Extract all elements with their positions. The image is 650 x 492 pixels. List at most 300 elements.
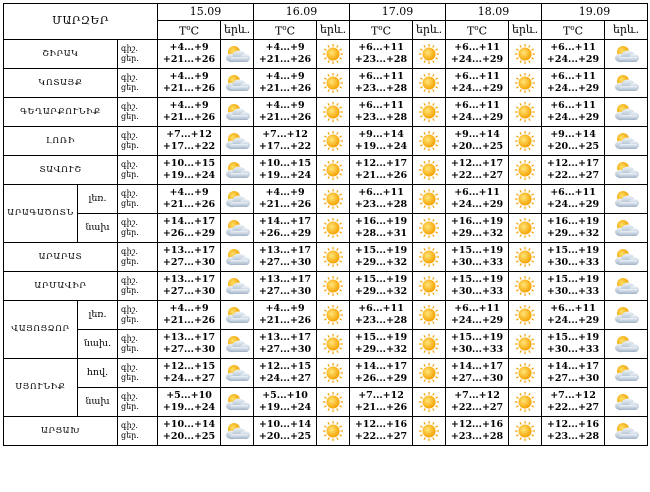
day-temperature: +24...+27 xyxy=(258,372,312,384)
sun-icon xyxy=(509,362,541,384)
weather-icon-cell xyxy=(317,300,350,329)
night-temperature: +15...+19 xyxy=(450,273,504,285)
night-label: գիշ. xyxy=(121,362,138,372)
temperature-cell xyxy=(158,213,221,242)
region-name: ԼՈՌԻ xyxy=(4,126,118,155)
temperature-cell xyxy=(542,97,605,126)
night-temperature: +12...+15 xyxy=(258,360,312,372)
day-temperature: +27...+30 xyxy=(546,372,600,384)
night-temperature: +12...+16 xyxy=(354,418,408,430)
night-temperature: +9...+14 xyxy=(550,128,596,140)
sun-cloud-icon xyxy=(605,102,647,122)
sun-icon xyxy=(509,420,541,442)
date-header: 16.09 xyxy=(254,4,350,21)
night-temperature: +15...+19 xyxy=(450,331,504,343)
night-temperature: +13...+17 xyxy=(258,244,312,256)
night-temperature: +6...+11 xyxy=(358,70,404,82)
temperature-cell xyxy=(446,213,509,242)
sun-icon xyxy=(413,130,445,152)
weather-icon-cell xyxy=(605,39,648,68)
temperature-cell xyxy=(254,416,317,445)
day-temperature: +23...+28 xyxy=(354,53,408,65)
weather-icon-cell xyxy=(605,416,648,445)
night-temperature: +4...+9 xyxy=(169,70,209,82)
night-temperature: +10...+15 xyxy=(162,157,216,169)
sun-icon xyxy=(413,420,445,442)
night-label: գիշ. xyxy=(121,217,138,227)
night-temperature: +7...+12 xyxy=(454,389,500,401)
day-label: ցեր. xyxy=(121,401,139,411)
day-temperature: +21...+26 xyxy=(258,53,312,65)
sun-cloud-icon xyxy=(221,334,253,354)
day-temperature: +28...+31 xyxy=(354,227,408,239)
weather-icon-cell xyxy=(317,387,350,416)
forecast-table xyxy=(3,3,648,446)
weather-icon-cell xyxy=(221,39,254,68)
day-temperature: +19...+24 xyxy=(162,401,216,413)
night-temperature: +7...+12 xyxy=(550,389,596,401)
night-temperature: +13...+17 xyxy=(162,273,216,285)
temperature-cell xyxy=(542,126,605,155)
region-name: ԱՐԱՐԱՏ xyxy=(4,242,118,271)
weather-icon-cell xyxy=(605,97,648,126)
sun-icon xyxy=(509,275,541,297)
day-label: ցեր. xyxy=(121,314,139,324)
weather-icon-cell xyxy=(509,155,542,184)
day-temperature: +30...+33 xyxy=(546,256,600,268)
night-temperature: +10...+15 xyxy=(258,157,312,169)
weather-icon-cell xyxy=(221,242,254,271)
night-temperature: +12...+17 xyxy=(354,157,408,169)
temperature-cell xyxy=(542,184,605,213)
sun-icon xyxy=(413,159,445,181)
subregion-label: նախ xyxy=(78,387,118,416)
temperature-cell xyxy=(446,184,509,213)
weather-icon-cell xyxy=(605,387,648,416)
weather-icon-cell xyxy=(413,97,446,126)
night-temperature: +12...+17 xyxy=(450,157,504,169)
table-row xyxy=(4,213,648,242)
table-row xyxy=(4,387,648,416)
sun-cloud-icon xyxy=(605,131,647,151)
weather-icon-cell xyxy=(605,329,648,358)
night-temperature: +6...+11 xyxy=(454,70,500,82)
temperature-cell xyxy=(158,242,221,271)
day-temperature: +26...+29 xyxy=(354,372,408,384)
night-temperature: +16...+19 xyxy=(450,215,504,227)
sun-cloud-icon xyxy=(605,392,647,412)
night-temperature: +4...+9 xyxy=(265,70,305,82)
day-label: ցեր. xyxy=(121,430,139,440)
weather-icon-cell xyxy=(413,242,446,271)
temperature-cell xyxy=(254,97,317,126)
temperature-cell xyxy=(542,271,605,300)
sun-icon xyxy=(317,304,349,326)
time-of-day-labels xyxy=(118,387,158,416)
night-temperature: +15...+19 xyxy=(354,273,408,285)
time-of-day-labels xyxy=(118,300,158,329)
day-temperature: +21...+26 xyxy=(258,198,312,210)
day-temperature: +24...+29 xyxy=(450,53,504,65)
sun-icon xyxy=(509,43,541,65)
sun-icon xyxy=(317,72,349,94)
sun-cloud-icon xyxy=(221,73,253,93)
day-temperature: +24...+29 xyxy=(546,53,600,65)
weather-icon-cell xyxy=(605,155,648,184)
day-temperature: +24...+29 xyxy=(546,82,600,94)
sun-icon xyxy=(509,72,541,94)
subregion-label: նախ. xyxy=(78,329,118,358)
table-row xyxy=(4,39,648,68)
weather-icon-cell xyxy=(605,68,648,97)
night-label: գիշ. xyxy=(121,246,138,256)
temperature-cell xyxy=(446,300,509,329)
day-temperature: +29...+32 xyxy=(354,343,408,355)
night-temperature: +16...+19 xyxy=(354,215,408,227)
temperature-cell xyxy=(542,358,605,387)
sun-icon xyxy=(413,246,445,268)
night-temperature: +15...+19 xyxy=(546,331,600,343)
temperature-cell xyxy=(254,39,317,68)
night-temperature: +6...+11 xyxy=(454,41,500,53)
sun-icon xyxy=(509,391,541,413)
day-temperature: +29...+32 xyxy=(354,256,408,268)
night-temperature: +9...+14 xyxy=(358,128,404,140)
time-of-day-labels xyxy=(118,68,158,97)
weather-icon-cell xyxy=(317,68,350,97)
day-temperature: +30...+33 xyxy=(546,285,600,297)
day-temperature: +23...+28 xyxy=(354,314,408,326)
weather-icon-cell xyxy=(605,126,648,155)
temperature-cell xyxy=(350,416,413,445)
night-temperature: +13...+17 xyxy=(258,273,312,285)
temperature-cell xyxy=(254,271,317,300)
weather-icon-cell xyxy=(509,271,542,300)
sun-cloud-icon xyxy=(605,218,647,238)
weather-icon-cell xyxy=(413,329,446,358)
table-row xyxy=(4,358,648,387)
day-temperature: +23...+28 xyxy=(354,82,408,94)
weather-icon-cell xyxy=(221,213,254,242)
night-temperature: +4...+9 xyxy=(265,99,305,111)
day-temperature: +30...+33 xyxy=(450,256,504,268)
time-of-day-labels xyxy=(118,155,158,184)
icon-header: երև. xyxy=(413,21,446,40)
date-header: 17.09 xyxy=(350,4,446,21)
table-row xyxy=(4,184,648,213)
temperature-cell xyxy=(350,358,413,387)
night-temperature: +6...+11 xyxy=(358,186,404,198)
sun-icon xyxy=(509,217,541,239)
temperature-cell xyxy=(446,387,509,416)
subregion-label: նախ xyxy=(78,213,118,242)
night-temperature: +5...+10 xyxy=(262,389,308,401)
sun-icon xyxy=(413,43,445,65)
table-row xyxy=(4,68,648,97)
temperature-cell xyxy=(158,39,221,68)
date-header: 19.09 xyxy=(542,4,648,21)
temperature-cell xyxy=(254,213,317,242)
sun-icon xyxy=(317,391,349,413)
night-temperature: +6...+11 xyxy=(550,70,596,82)
night-label: գիշ. xyxy=(121,101,138,111)
day-temperature: +27...+30 xyxy=(450,372,504,384)
night-temperature: +10...+14 xyxy=(258,418,312,430)
temperature-cell xyxy=(254,329,317,358)
weather-icon-cell xyxy=(317,271,350,300)
day-temperature: +21...+26 xyxy=(258,82,312,94)
weather-icon-cell xyxy=(413,300,446,329)
subregion-label: լեռ. xyxy=(78,300,118,329)
day-temperature: +21...+26 xyxy=(162,198,216,210)
weather-icon-cell xyxy=(605,271,648,300)
night-temperature: +4...+9 xyxy=(169,186,209,198)
icon-header: երև. xyxy=(605,21,648,40)
day-temperature: +22...+27 xyxy=(546,169,600,181)
region-name: ՇԻՐԱԿ xyxy=(4,39,118,68)
weather-icon-cell xyxy=(509,242,542,271)
sun-icon xyxy=(317,362,349,384)
weather-icon-cell xyxy=(413,387,446,416)
weather-icon-cell xyxy=(413,416,446,445)
day-temperature: +23...+28 xyxy=(354,198,408,210)
day-temperature: +20...+25 xyxy=(546,140,600,152)
day-temperature: +30...+33 xyxy=(546,343,600,355)
time-of-day-labels xyxy=(118,126,158,155)
sun-icon xyxy=(317,333,349,355)
date-header: 15.09 xyxy=(158,4,254,21)
subregion-label: հով. xyxy=(78,358,118,387)
day-temperature: +22...+27 xyxy=(450,169,504,181)
night-temperature: +15...+19 xyxy=(450,244,504,256)
sun-icon xyxy=(509,101,541,123)
weather-icon-cell xyxy=(221,271,254,300)
temperature-cell xyxy=(158,68,221,97)
weather-icon-cell xyxy=(605,300,648,329)
sun-icon xyxy=(413,304,445,326)
day-temperature: +27...+30 xyxy=(162,343,216,355)
day-temperature: +21...+26 xyxy=(162,82,216,94)
sun-cloud-icon xyxy=(221,189,253,209)
table-row xyxy=(4,242,648,271)
day-temperature: +30...+33 xyxy=(450,285,504,297)
sun-icon xyxy=(317,275,349,297)
temperature-cell xyxy=(350,213,413,242)
sun-cloud-icon xyxy=(605,305,647,325)
time-of-day-labels xyxy=(118,39,158,68)
temperature-cell xyxy=(542,387,605,416)
day-temperature: +27...+30 xyxy=(258,285,312,297)
temperature-cell xyxy=(158,184,221,213)
night-temperature: +4...+9 xyxy=(169,99,209,111)
day-temperature: +22...+27 xyxy=(354,430,408,442)
sun-cloud-icon xyxy=(605,421,647,441)
weather-icon-cell xyxy=(605,213,648,242)
temperature-cell xyxy=(350,242,413,271)
sun-cloud-icon xyxy=(221,363,253,383)
weather-icon-cell xyxy=(509,97,542,126)
sun-icon xyxy=(317,43,349,65)
day-label: ցեր. xyxy=(121,140,139,150)
temperature-cell xyxy=(158,97,221,126)
weather-icon-cell xyxy=(509,387,542,416)
weather-icon-cell xyxy=(317,155,350,184)
sun-cloud-icon xyxy=(221,305,253,325)
temperature-cell xyxy=(542,213,605,242)
day-temperature: +19...+24 xyxy=(162,169,216,181)
weather-icon-cell xyxy=(317,213,350,242)
night-temperature: +12...+17 xyxy=(546,157,600,169)
night-temperature: +7...+12 xyxy=(358,389,404,401)
night-label: գիշ. xyxy=(121,275,138,285)
temperature-cell xyxy=(350,329,413,358)
day-temperature: +24...+29 xyxy=(450,111,504,123)
weather-icon-cell xyxy=(221,300,254,329)
sun-icon xyxy=(317,159,349,181)
sun-cloud-icon xyxy=(221,276,253,296)
temperature-cell xyxy=(158,300,221,329)
night-temperature: +7...+12 xyxy=(262,128,308,140)
weather-icon-cell xyxy=(221,97,254,126)
weather-icon-cell xyxy=(413,184,446,213)
temperature-cell xyxy=(542,242,605,271)
sun-icon xyxy=(317,217,349,239)
time-of-day-labels xyxy=(118,271,158,300)
night-temperature: +4...+9 xyxy=(169,41,209,53)
icon-header: երև. xyxy=(509,21,542,40)
sun-cloud-icon xyxy=(605,334,647,354)
region-name: ԿՈՏԱՅՔ xyxy=(4,68,118,97)
temperature-cell xyxy=(446,68,509,97)
temperature-cell xyxy=(446,126,509,155)
night-temperature: +6...+11 xyxy=(358,99,404,111)
region-name: ԳԵՂԱՐՔՈՒՆԻՔ xyxy=(4,97,118,126)
sun-icon xyxy=(413,101,445,123)
day-temperature: +24...+27 xyxy=(162,372,216,384)
sun-icon xyxy=(509,333,541,355)
temperature-cell xyxy=(446,39,509,68)
weather-icon-cell xyxy=(221,387,254,416)
temperature-cell xyxy=(350,271,413,300)
day-temperature: +21...+26 xyxy=(162,314,216,326)
sun-cloud-icon xyxy=(605,160,647,180)
day-temperature: +19...+24 xyxy=(258,401,312,413)
day-temperature: +21...+26 xyxy=(162,111,216,123)
sun-icon xyxy=(509,188,541,210)
day-temperature: +26...+29 xyxy=(258,227,312,239)
day-temperature: +24...+29 xyxy=(450,198,504,210)
region-name: ԱՐՄԱՎԻՐ xyxy=(4,271,118,300)
day-label: ցեր. xyxy=(121,227,139,237)
weather-icon-cell xyxy=(221,155,254,184)
temperature-cell xyxy=(350,387,413,416)
time-of-day-labels xyxy=(118,242,158,271)
sun-icon xyxy=(413,391,445,413)
weather-icon-cell xyxy=(317,242,350,271)
day-temperature: +29...+32 xyxy=(546,227,600,239)
day-temperature: +17...+22 xyxy=(162,140,216,152)
night-temperature: +14...+17 xyxy=(450,360,504,372)
sun-icon xyxy=(317,130,349,152)
day-temperature: +27...+30 xyxy=(258,343,312,355)
sun-icon xyxy=(317,188,349,210)
day-label: ցեր. xyxy=(121,111,139,121)
temperature-cell xyxy=(542,39,605,68)
temperature-cell xyxy=(254,358,317,387)
time-of-day-labels xyxy=(118,213,158,242)
night-temperature: +13...+17 xyxy=(258,331,312,343)
weather-icon-cell xyxy=(221,126,254,155)
day-label: ցեր. xyxy=(121,82,139,92)
temperature-cell xyxy=(446,416,509,445)
sun-icon xyxy=(509,130,541,152)
night-label: գիշ. xyxy=(121,391,138,401)
temperature-cell xyxy=(542,68,605,97)
day-temperature: +21...+26 xyxy=(258,111,312,123)
night-temperature: +15...+19 xyxy=(546,273,600,285)
weather-icon-cell xyxy=(509,300,542,329)
weather-icon-cell xyxy=(317,358,350,387)
night-temperature: +4...+9 xyxy=(265,41,305,53)
sun-icon xyxy=(413,333,445,355)
day-label: ցեր. xyxy=(121,198,139,208)
day-temperature: +20...+25 xyxy=(258,430,312,442)
sun-icon xyxy=(413,217,445,239)
day-temperature: +17...+22 xyxy=(258,140,312,152)
night-label: գիշ. xyxy=(121,43,138,53)
weather-icon-cell xyxy=(413,213,446,242)
day-temperature: +23...+28 xyxy=(450,430,504,442)
temperature-cell xyxy=(254,242,317,271)
night-temperature: +6...+11 xyxy=(550,186,596,198)
night-temperature: +4...+9 xyxy=(265,302,305,314)
night-temperature: +14...+17 xyxy=(162,215,216,227)
temperature-cell xyxy=(350,68,413,97)
regions-header: ՄԱՐԶԵՐ xyxy=(4,4,158,40)
sun-cloud-icon xyxy=(221,44,253,64)
temperature-cell xyxy=(446,358,509,387)
day-temperature: +23...+28 xyxy=(354,111,408,123)
temperature-cell xyxy=(542,155,605,184)
icon-header: երև. xyxy=(221,21,254,40)
night-label: գիշ. xyxy=(121,333,138,343)
night-label: գիշ. xyxy=(121,188,138,198)
day-temperature: +27...+30 xyxy=(162,285,216,297)
night-temperature: +15...+19 xyxy=(354,244,408,256)
night-temperature: +12...+16 xyxy=(450,418,504,430)
night-temperature: +12...+16 xyxy=(546,418,600,430)
temperature-cell xyxy=(254,387,317,416)
sun-icon xyxy=(317,420,349,442)
temperature-cell xyxy=(350,300,413,329)
day-temperature: +22...+27 xyxy=(546,401,600,413)
temperature-cell xyxy=(350,155,413,184)
sun-icon xyxy=(509,304,541,326)
night-temperature: +10...+14 xyxy=(162,418,216,430)
day-temperature: +21...+26 xyxy=(162,53,216,65)
night-label: գիշ. xyxy=(121,130,138,140)
weather-icon-cell xyxy=(509,213,542,242)
temperature-cell xyxy=(254,300,317,329)
region-name: ՏԱՎՈՒՇ xyxy=(4,155,118,184)
weather-icon-cell xyxy=(509,126,542,155)
date-header: 18.09 xyxy=(446,4,542,21)
night-temperature: +14...+17 xyxy=(546,360,600,372)
temperature-cell xyxy=(350,126,413,155)
day-temperature: +24...+29 xyxy=(450,314,504,326)
temperature-cell xyxy=(158,416,221,445)
table-row xyxy=(4,329,648,358)
